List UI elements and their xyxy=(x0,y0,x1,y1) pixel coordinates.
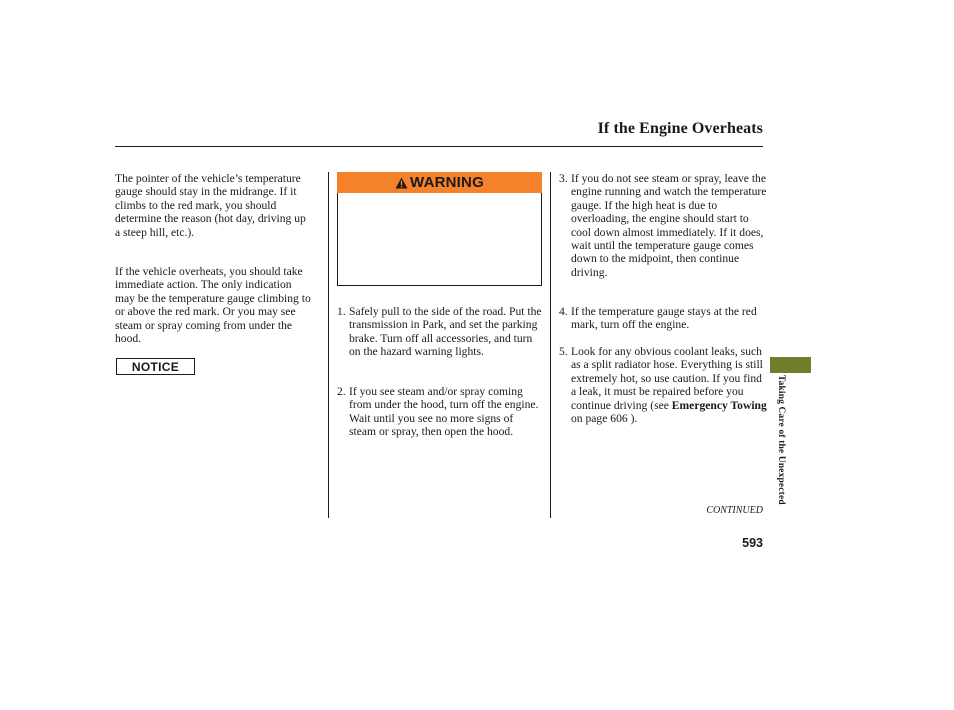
step-number: 3. xyxy=(559,172,568,185)
notice-badge xyxy=(116,358,195,375)
step-4 xyxy=(559,305,769,332)
step-1 xyxy=(337,305,543,359)
warning-triangle-icon xyxy=(395,177,408,189)
step-text: If the temperature gauge stays at the red mark, turn off the engine. xyxy=(571,305,757,332)
emergency-towing-reference[interactable]: Emergency Towing xyxy=(671,398,767,412)
intro-paragraph: The pointer of the vehicle’s temperature gauge should stay in the midrange. If it climbs to the red mark, you should determine the reason (hot day, driving up a steep hill, etc.). xyxy=(115,172,306,239)
step-number: 1. xyxy=(337,305,346,318)
step-2 xyxy=(337,385,543,439)
step-number: 5. xyxy=(559,345,568,358)
page-number: 593 xyxy=(742,536,763,550)
step-text: If you see steam and/or spray coming from under the hood, turn off the engine. Wait until you see no more signs of steam or spray, then open the hood. xyxy=(349,385,539,439)
column-divider-right xyxy=(550,172,551,518)
step-text: If you do not see steam or spray, leave the engine running and watch the temperature gauge. If the high heat is due to overloading, the engine should start to cool down almost immediately. If it does, wait until the temperature gauge comes down to the midpoint, then continue driving. xyxy=(571,172,767,279)
step-text-before: Look for any obvious coolant leaks, such as a split radiator hose. Everything is still extremely hot, so use caution. If you find a leak, it must be repaired before you continue driving (see xyxy=(571,345,763,412)
step-number: 4. xyxy=(559,305,568,318)
section-tab xyxy=(770,357,811,373)
step-3 xyxy=(559,172,769,279)
section-label: Taking Care of the Unexpected xyxy=(776,375,786,505)
warning-header xyxy=(337,172,542,193)
notice-label: NOTICE xyxy=(131,359,180,374)
column-divider-left xyxy=(328,172,329,518)
overheat-paragraph: If the vehicle overheats, you should take immediate action. The only indication may be the temperature gauge climbing to or above the red mark. Or you may see steam or spray coming from under the hood. xyxy=(115,265,311,346)
step-5 xyxy=(559,345,769,425)
header-divider xyxy=(115,146,763,147)
warning-body xyxy=(337,193,542,286)
continued-label: CONTINUED xyxy=(706,505,763,516)
step-text-after: on page 606 ). xyxy=(571,412,638,426)
step-text: Safely pull to the side of the road. Put the transmission in Park, and set the parking brake. Turn off all accessories, and turn on the hazard warning lights. xyxy=(349,305,542,359)
step-number: 2. xyxy=(337,385,346,398)
warning-label: WARNING xyxy=(410,174,484,191)
step-text xyxy=(571,345,769,425)
page-title: If the Engine Overheats xyxy=(597,120,763,137)
